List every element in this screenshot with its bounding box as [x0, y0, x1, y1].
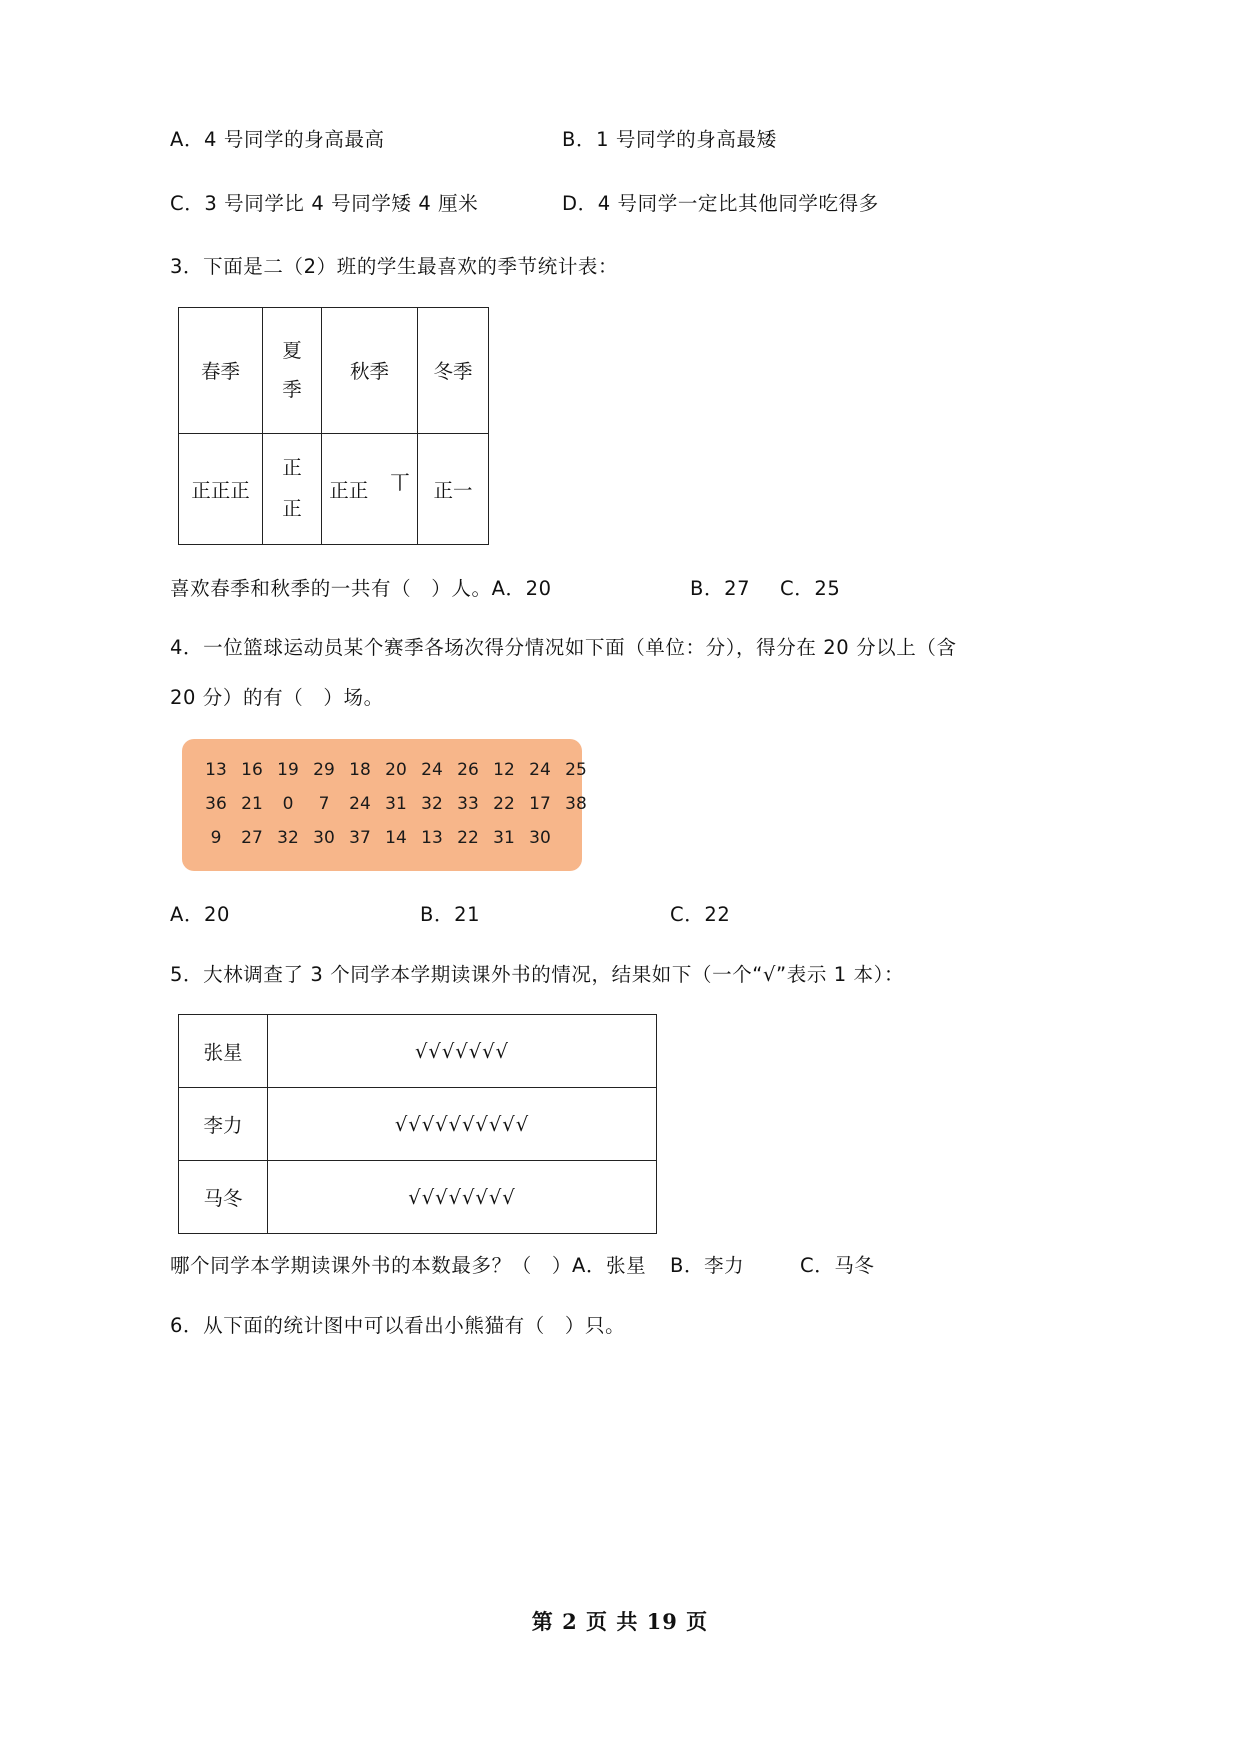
- number-cell: 24: [529, 760, 551, 780]
- number-cell: 21: [241, 794, 263, 814]
- q2-options-row-2: [170, 191, 1070, 215]
- q5-option-c[interactable]: C．马冬: [800, 1254, 875, 1277]
- q3-option-b[interactable]: B．27: [690, 576, 751, 600]
- check-marks-cell: √√√√√√√√: [268, 1161, 657, 1234]
- number-cell: 19: [277, 760, 299, 780]
- question-6-stem: 6．从下面的统计图中可以看出小熊猫有（ ）只。: [170, 1313, 626, 1337]
- number-cell: 32: [277, 828, 299, 848]
- q4-options-row: [170, 905, 1070, 925]
- number-cell: 30: [313, 828, 335, 848]
- number-cell: 22: [457, 828, 479, 848]
- reading-statistics-table: [178, 1014, 657, 1234]
- season-statistics-table: [178, 307, 489, 545]
- header-cell-autumn: 秋季: [322, 307, 418, 433]
- number-cell: 24: [421, 760, 443, 780]
- number-cell: 32: [421, 794, 443, 814]
- number-cell: 27: [241, 828, 263, 848]
- tally-marks-autumn: 正正: [329, 478, 369, 502]
- number-cell: 17: [529, 794, 551, 814]
- q2-options-row-1: [170, 130, 1070, 150]
- number-cell: 22: [493, 794, 515, 814]
- table-row: [179, 433, 489, 544]
- table-row: [179, 307, 489, 433]
- tally-cell-winter: 正一: [418, 433, 489, 544]
- header-summer-line-2: 季: [282, 378, 302, 401]
- number-cell: 33: [457, 794, 479, 814]
- q3-question-line: 喜欢春季和秋季的一共有（ ）人。A．20: [170, 576, 552, 600]
- tally-marks-spring: 正正正: [191, 478, 250, 502]
- q4-option-a[interactable]: A．20: [170, 903, 231, 926]
- number-cell: 31: [493, 828, 515, 848]
- tally-cell-autumn: [322, 433, 418, 544]
- q2-option-b[interactable]: B．1 号同学的身高最矮: [562, 128, 777, 151]
- question-4-stem-line-2: 20 分）的有（ ）场。: [170, 685, 384, 709]
- header-summer-line-1: 夏: [282, 339, 302, 362]
- tally-cell-spring: [179, 433, 263, 544]
- q2-option-a[interactable]: A．4 号同学的身高最高: [170, 128, 385, 151]
- number-cell: 37: [349, 828, 371, 848]
- number-cell: 24: [349, 794, 371, 814]
- tally-marks-summer-line-1: 正: [282, 455, 302, 479]
- number-cell: 18: [349, 760, 371, 780]
- number-cell: 0: [282, 794, 294, 814]
- question-4-stem-line-1: 4．一位篮球运动员某个赛季各场次得分情况如下面（单位：分），得分在 20 分以上（含: [170, 636, 957, 659]
- student-name-cell: 马冬: [179, 1161, 268, 1234]
- number-row-1: [198, 753, 587, 787]
- header-cell-winter: 冬季: [418, 307, 489, 433]
- question-3-stem: 3．下面是二（2）班的学生最喜欢的季节统计表：: [170, 255, 619, 278]
- number-cell: 26: [457, 760, 479, 780]
- number-cell: 12: [493, 760, 515, 780]
- score-number-panel: [182, 739, 587, 871]
- number-cell: 38: [565, 794, 587, 814]
- q4-option-b[interactable]: B．21: [420, 903, 481, 926]
- number-row-3: [198, 821, 566, 855]
- q3-answer-row: [170, 576, 1070, 600]
- table-row: [179, 1161, 657, 1234]
- number-cell: 13: [421, 828, 443, 848]
- tally-marks-autumn-partial: 丅: [390, 470, 410, 494]
- check-marks-cell: √√√√√√√: [268, 1015, 657, 1088]
- check-marks-cell: √√√√√√√√√√: [268, 1088, 657, 1161]
- number-cell: 30: [529, 828, 551, 848]
- q2-option-c[interactable]: C．3 号同学比 4 号同学矮 4 厘米: [170, 191, 479, 215]
- number-cell: 14: [385, 828, 407, 848]
- header-cell-summer: [263, 307, 322, 433]
- number-cell: 7: [318, 794, 330, 814]
- q4-option-c[interactable]: C．22: [670, 903, 731, 926]
- question-5-stem: 5．大林调查了 3 个同学本学期读课外书的情况，结果如下（一个“√”表示 1 本）：: [170, 962, 905, 986]
- q5-question-line: 哪个同学本学期读课外书的本数最多？（ ）A．张星: [170, 1254, 647, 1277]
- student-name-cell: 李力: [179, 1088, 268, 1161]
- number-cell: 25: [565, 760, 587, 780]
- tally-cell-summer: [263, 433, 322, 544]
- number-cell: 13: [205, 760, 227, 780]
- student-name-cell: 张星: [179, 1015, 268, 1088]
- table-row: [179, 1088, 657, 1161]
- number-cell: 20: [385, 760, 407, 780]
- header-cell-spring: 春季: [179, 307, 263, 433]
- q2-option-d[interactable]: D．4 号同学一定比其他同学吃得多: [562, 191, 879, 215]
- number-cell: 16: [241, 760, 263, 780]
- number-row-2: [198, 787, 587, 821]
- q5-answer-row: [170, 1256, 1070, 1276]
- number-cell: 9: [210, 828, 222, 848]
- table-row: [179, 1015, 657, 1088]
- q5-option-b[interactable]: B．李力: [670, 1254, 745, 1277]
- tally-marks-summer-line-2: 正: [282, 496, 302, 520]
- number-cell: 36: [205, 794, 227, 814]
- page-footer: 第 2 页 共 19 页: [531, 1609, 709, 1634]
- number-cell: 31: [385, 794, 407, 814]
- number-cell: 29: [313, 760, 335, 780]
- q3-option-c[interactable]: C．25: [780, 576, 841, 600]
